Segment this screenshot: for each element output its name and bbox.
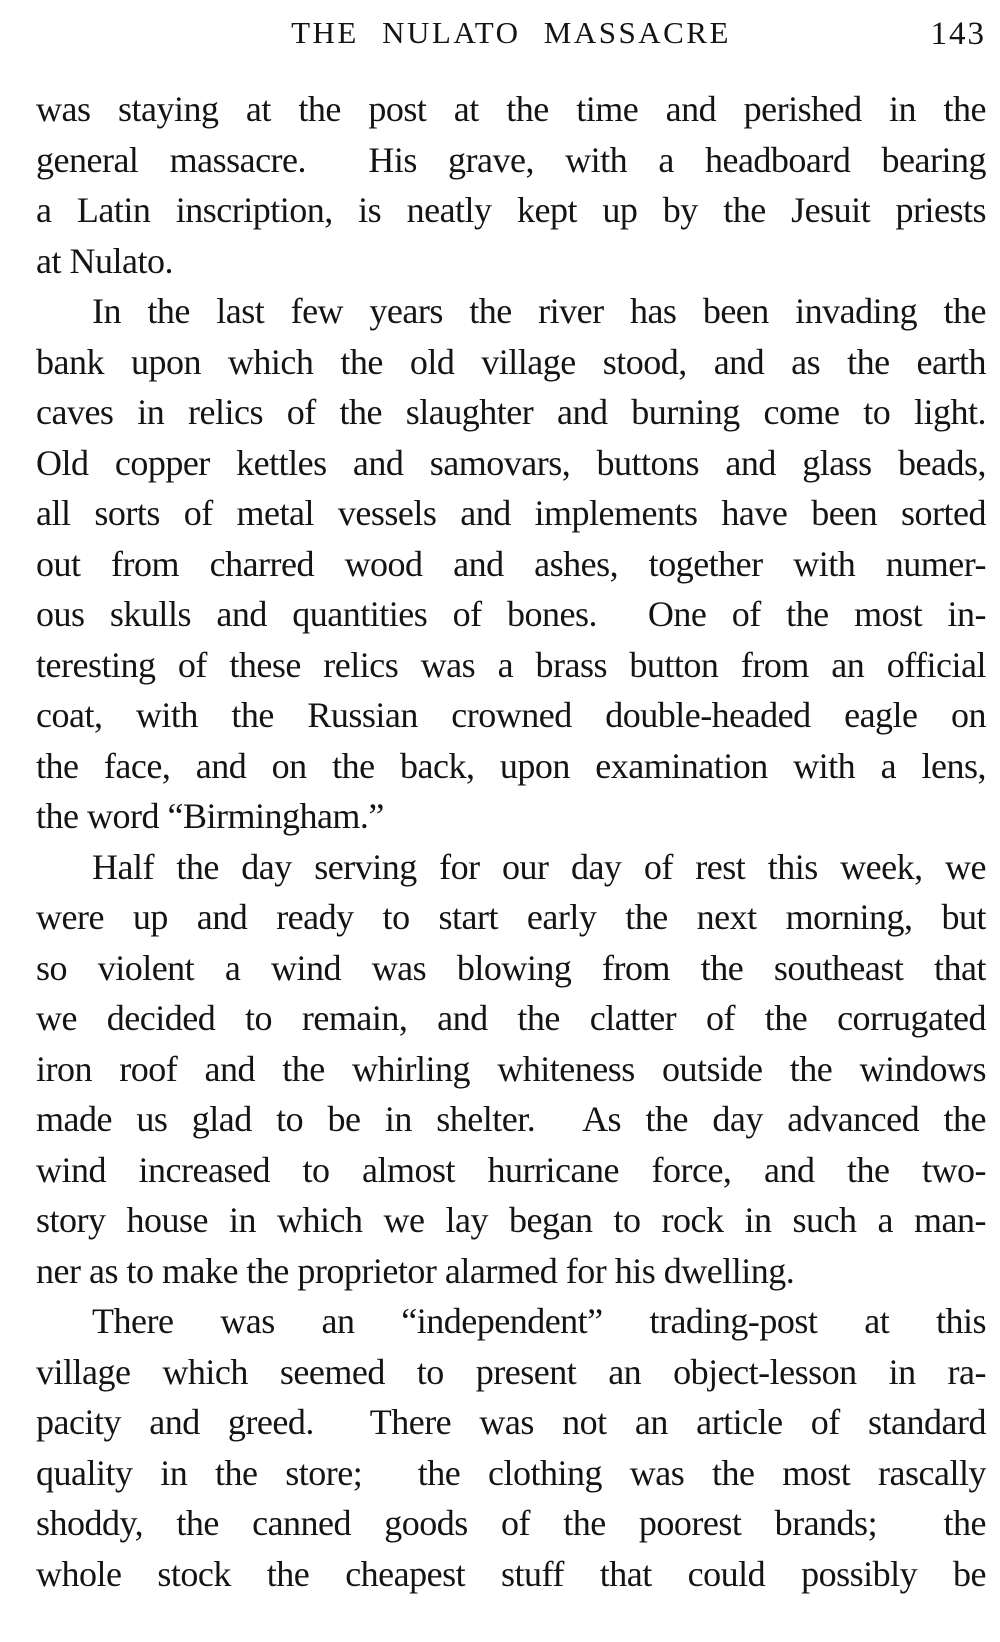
text-line: the word “Birmingham.” bbox=[36, 796, 384, 836]
text-line: village which seemed to present an object-lesson in ra- bbox=[36, 1351, 986, 1392]
text-line: ner as to make the proprietor alarmed for his dwelling. bbox=[36, 1250, 795, 1291]
text-line: caves in relics of the slaughter and burning come to light. bbox=[36, 392, 986, 432]
text-line: a Latin inscription, is neatly kept up by the Jesuit priests bbox=[36, 190, 986, 230]
text-line: quality in the store; the clothing was the most rascally bbox=[36, 1452, 986, 1493]
text-line: was staying at the post at the time and perished in the bbox=[36, 89, 986, 129]
text-line: shoddy, the canned goods of the poorest brands; the bbox=[36, 1503, 986, 1543]
text-line: wind increased to almost hurricane force, and the two- bbox=[36, 1149, 986, 1190]
text-line: general massacre. His grave, with a headboard bearing bbox=[36, 139, 986, 180]
text-line: ous skulls and quantities of bones. One of the most in- bbox=[36, 594, 986, 634]
text-line: bank upon which the old village stood, and as the earth bbox=[36, 341, 986, 382]
text-line: we decided to remain, and the clatter of the corrugated bbox=[36, 998, 986, 1038]
text-line: teresting of these relics was a brass button from an official bbox=[36, 644, 986, 685]
running-header bbox=[36, 12, 986, 54]
text-line: Half the day serving for our day of rest this week, we bbox=[92, 846, 986, 887]
text-line: In the last few years the river has been invading the bbox=[92, 291, 986, 331]
page-title: THE NULATO MASSACRE bbox=[291, 15, 731, 50]
text-line: were up and ready to start early the next morning, but bbox=[36, 897, 986, 937]
text-line: so violent a wind was blowing from the southeast that bbox=[36, 947, 986, 988]
paragraph bbox=[36, 1296, 986, 1599]
paragraph bbox=[36, 84, 986, 286]
text-line: Old copper kettles and samovars, buttons and glass beads, bbox=[36, 442, 986, 483]
text-line: coat, with the Russian crowned double-headed eagle on bbox=[36, 695, 986, 735]
text-line: iron roof and the whirling whiteness outside the windows bbox=[36, 1048, 986, 1089]
text-line: There was an “independent” trading-post at this bbox=[92, 1301, 986, 1341]
paragraph bbox=[36, 842, 986, 1297]
text-line: the face, and on the back, upon examination with a lens, bbox=[36, 745, 986, 786]
paragraph bbox=[36, 286, 986, 842]
body-text bbox=[36, 84, 986, 1599]
text-line: all sorts of metal vessels and implements have been sorted bbox=[36, 493, 986, 533]
text-line: whole stock the cheapest stuff that could possibly be bbox=[36, 1553, 986, 1594]
text-line: story house in which we lay began to rock in such a man- bbox=[36, 1200, 986, 1240]
text-line: made us glad to be in shelter. As the day advanced the bbox=[36, 1099, 986, 1139]
page-number: 143 bbox=[930, 16, 986, 52]
text-line: out from charred wood and ashes, together with numer- bbox=[36, 543, 986, 584]
text-line: at Nulato. bbox=[36, 240, 173, 281]
text-line: pacity and greed. There was not an article of standard bbox=[36, 1402, 986, 1442]
